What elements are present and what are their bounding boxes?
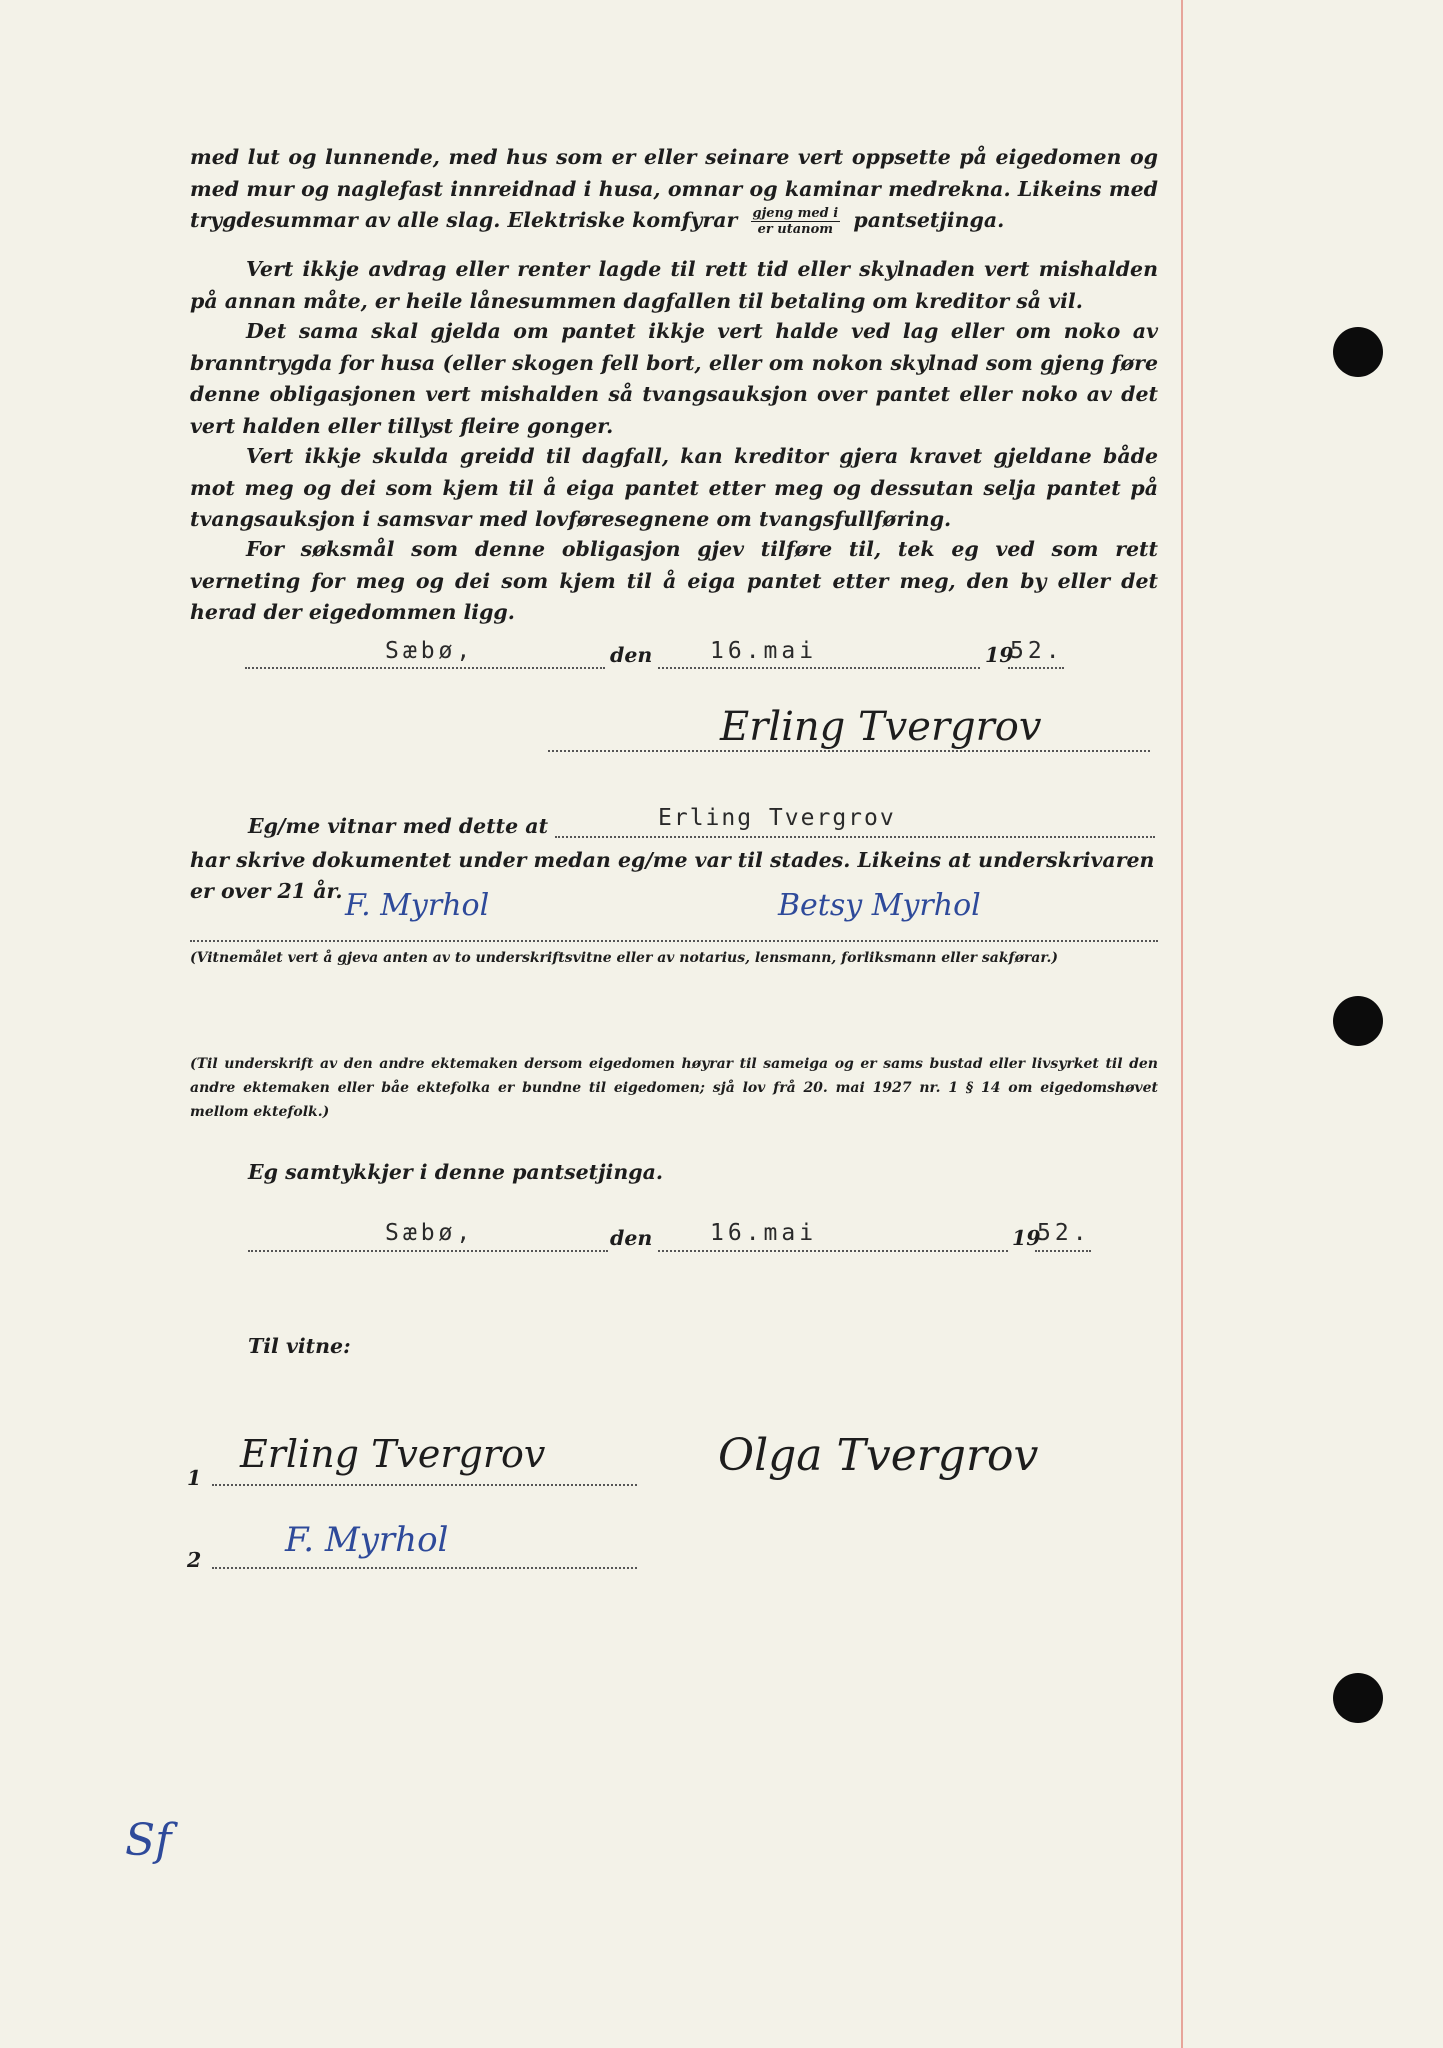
witness-number-2: 2 xyxy=(187,1548,202,1572)
main-signature: Erling Tvergrov xyxy=(720,704,1042,750)
witness-1-line xyxy=(212,1484,637,1486)
date2-place-line xyxy=(248,1250,608,1252)
witness-line-3: er over 21 år. xyxy=(190,879,343,903)
fraction-top: gjeng med i xyxy=(752,206,839,221)
punch-hole xyxy=(1333,996,1383,1046)
margin-rule xyxy=(1181,0,1183,2048)
date-day: 16.mai xyxy=(710,638,818,664)
spouse-signature: Olga Tvergrov xyxy=(718,1430,1039,1481)
clause-scope xyxy=(190,142,1158,237)
witness-line-2: har skrive dokumentet under medan eg/me var til stades. Likeins at underskrivaren xyxy=(190,848,1155,872)
date2-year-line xyxy=(1035,1250,1091,1252)
stove-fraction xyxy=(751,206,841,237)
clause-insurance: Det sama skal gjelda om pantet ikkje vert halde ved lag eller om noko av branntrygda for husa (eller skogen fell bort, eller om nokon skylnad som gjeng føre denne obligasjonen vert mishalden så tvangsauksjon over pantet eller noko av det vert halden eller tillyst fleire gonger. xyxy=(190,319,1158,438)
clause-default: Vert ikkje avdrag eller renter lagde til rett tid eller skylnaden vert mishalden på annan måte, er heile lånesummen dagfallen til betaling om kreditor så vil. xyxy=(190,257,1158,313)
date2-year-prefix: 19 xyxy=(1012,1226,1041,1250)
date-year-prefix: 19 xyxy=(985,643,1014,667)
punch-hole xyxy=(1333,1673,1383,1723)
witness-2-line xyxy=(212,1567,637,1569)
date-place-line xyxy=(245,667,605,669)
witness-2-signature: F. Myrhol xyxy=(285,1520,449,1560)
witness-name: Erling Tvergrov xyxy=(658,805,896,831)
date2-day: 16.mai xyxy=(710,1220,818,1246)
fraction-bottom: er utanom xyxy=(757,222,834,237)
date-year-line xyxy=(1008,667,1064,669)
date2-year: 52. xyxy=(1037,1220,1091,1246)
date-day-line xyxy=(658,667,980,669)
witness-signature-b: Betsy Myrhol xyxy=(778,888,981,923)
clerk-initials: Sf xyxy=(125,1815,172,1866)
main-signature-line xyxy=(548,750,1150,752)
date2-day-line xyxy=(658,1250,1008,1252)
witness-1-signature: Erling Tvergrov xyxy=(240,1432,546,1476)
date-place: Sæbø, xyxy=(385,638,475,664)
witness-sign-line xyxy=(190,940,1158,942)
witness-number-1: 1 xyxy=(187,1466,202,1490)
date-den-label: den xyxy=(610,643,653,667)
spouse-note: (Til underskrift av den andre ektemaken dersom eigedomen høyrar til sameiga og er sams bustad eller livsyrket til den andre ektemaken eller båe ektefolka er bundne til eigedomen; sjå lov frå 20. mai 1927 nr. 1 § 14 om eigedomshøvet mellom ektefolk.) xyxy=(190,1056,1158,1120)
clause-due: Vert ikkje skulda greidd til dagfall, kan kreditor gjera kravet gjeldane både mot meg og dei som kjem til å eiga pantet etter meg og dessutan selja pantet på tvangsauksjon i samsvar med lovføresegnene om tvangsfullføring. xyxy=(190,444,1158,531)
witness-label: Eg/me vitnar med dette at xyxy=(248,814,549,838)
clause-scope-text: med lut og lunnende, med hus som er eller seinare vert oppsette på eigedomen og med mur og naglefast innreidnad i husa, omnar og kaminar medrekna. Likeins med trygdesummar av alle slag. Elektriske komfyrar xyxy=(190,145,1158,232)
witness-note: (Vitnemålet vert å gjeva anten av to underskriftsvitne eller av notarius, lensmann, forliksmann eller sakførar.) xyxy=(190,950,1058,966)
clause-scope-end: pantsetjinga. xyxy=(853,208,1005,232)
witness-signature-a: F. Myrhol xyxy=(345,888,490,923)
clause-venue: For søksmål som denne obligasjon gjev tilføre til, tek eg ved som rett verneting for meg og dei som kjem til å eiga pantet etter meg, den by eller det herad der eigedommen ligg. xyxy=(190,537,1158,624)
til-vitne-label: Til vitne: xyxy=(248,1334,351,1358)
witness-name-line xyxy=(555,836,1155,838)
date2-place: Sæbø, xyxy=(385,1220,475,1246)
punch-hole xyxy=(1333,327,1383,377)
consent-text: Eg samtykkjer i denne pantsetjinga. xyxy=(248,1160,663,1184)
date-year: 52. xyxy=(1010,638,1064,664)
date2-den-label: den xyxy=(610,1226,653,1250)
